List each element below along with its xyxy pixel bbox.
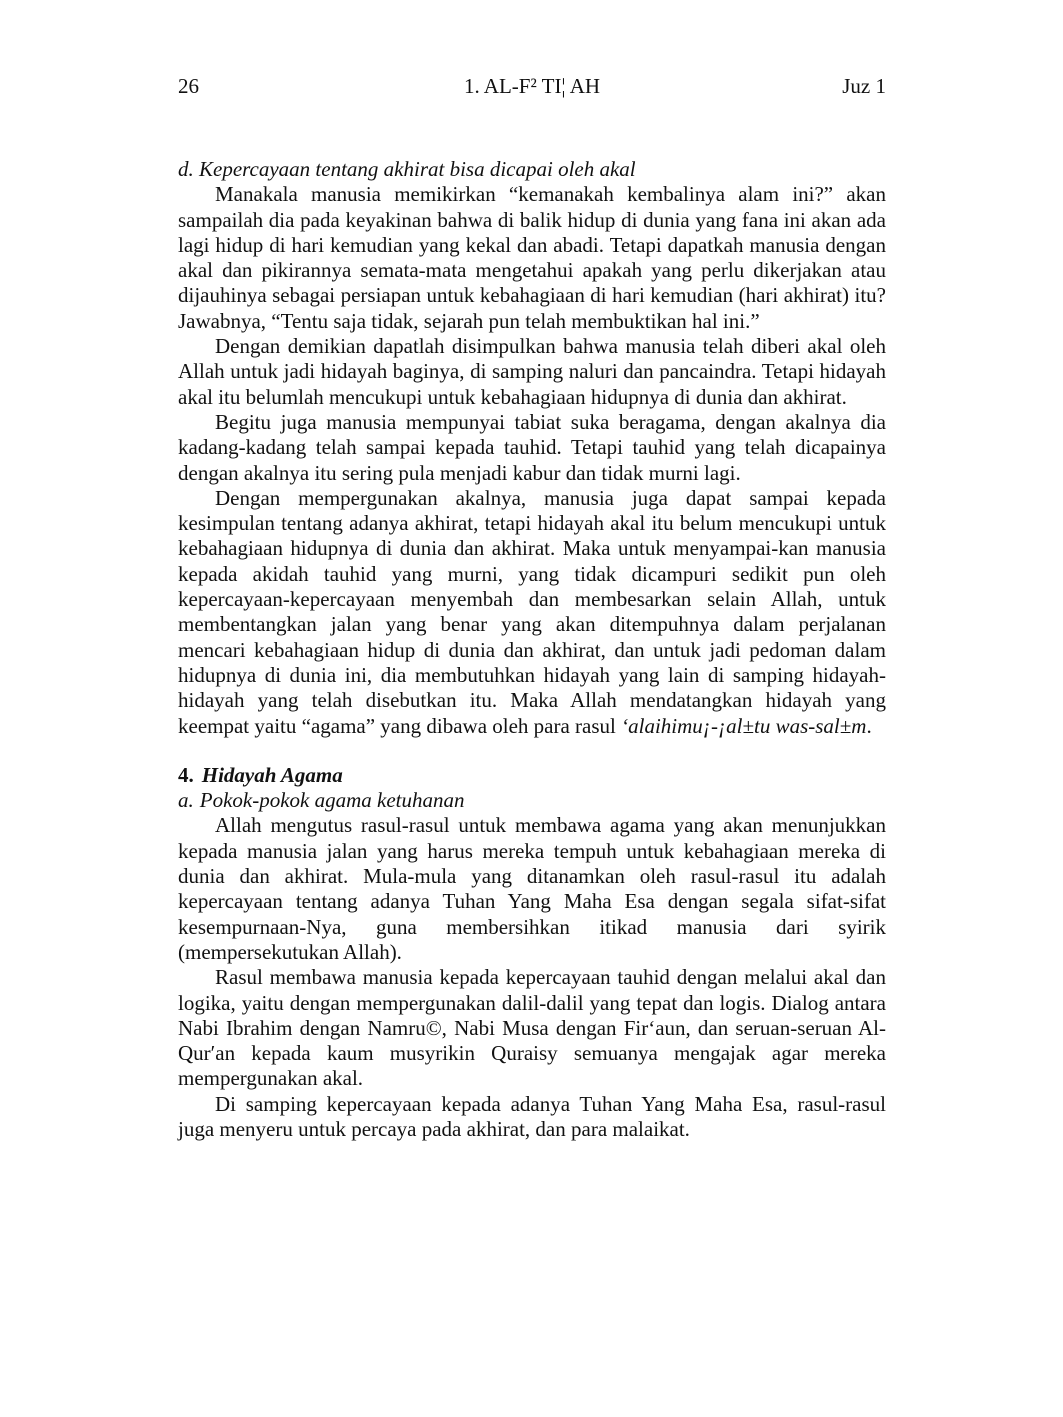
section-4-heading (178, 763, 886, 788)
page-body (178, 157, 886, 1142)
section-d-heading: d. Kepercayaan tentang akhirat bisa dicapai oleh akal (178, 157, 636, 181)
subsection-title: Pokok-pokok agama ketuhanan (199, 788, 465, 813)
juz-label: Juz 1 (842, 74, 886, 98)
running-title: 1. AL-F² TI¦ AH (463, 74, 601, 98)
paragraph-with-honorific (178, 486, 886, 739)
sentence-end: . (866, 713, 872, 738)
paragraph: Manakala manusia memikirkan “kemanakah kembalinya alam ini?” akan sampailah dia pada keyakinan bahwa di balik hidup di dunia yang fana ini akan ada lagi hidup di hari kemudian yang kekal dan abadi. Tetapi dapatkah manusia dengan akal dan pikirannya semata-mata mengetahui apakah yang perlu dikerjakan atau dijauhinya sebagai persiapan untuk kebahagiaan di hari kemudian (hari akhirat) itu? Jawabnya, “Tentu saja tidak, sejarah pun telah membuktikan hal ini.” (178, 182, 886, 333)
subsection-letter: a. (178, 788, 194, 813)
paragraph: Rasul membawa manusia kepada kepercayaan tauhid dengan melalui akal dan logika, yaitu dengan mempergunakan dalil-dalil yang tepat dan logis. Dialog antara Nabi Ibrahim dengan Namru©, Nabi Musa dengan Fir‘aun, dan seruan-seruan Al-Qur′an kepada kaum musyrikin Quraisy semuanya mengajak agar mereka mempergunakan akal. (178, 965, 886, 1091)
section-title: Hidayah Agama (201, 762, 343, 787)
paragraph-text: Dengan mempergunakan akalnya, manusia juga dapat sampai kepada kesimpulan tentang adanya akhirat, tetapi hidayah akal itu belum mencukupi untuk kebahagiaan hidupnya di dunia dan akhirat. Maka untuk menyampai-kan manusia kepada akidah tauhid yang murni, yang tidak dicampuri sedikit pun oleh kepercayaan-kepercayaan menyembah dan membesarkan selain Allah, untuk membentangkan jalan yang benar yang akan ditempuhnya dalam perjalanan mencari kebahagiaan hidup di dunia dan akhirat, dan untuk jadi pedoman dalam hidupnya di dunia ini, dia membutuhkan hidayah yang lain di samping hidayah-hidayah yang telah disebutkan itu. Maka Allah mendatangkan hidayah yang keempat yaitu “agama” yang dibawa oleh para rasul (178, 485, 886, 738)
paragraph: Dengan demikian dapatlah disimpulkan bahwa manusia telah diberi akal oleh Allah untuk jadi hidayah baginya, di samping naluri dan pancaindra. Tetapi hidayah akal itu belumlah mencukupi untuk kebahagiaan hidupnya di dunia dan akhirat. (178, 334, 886, 409)
honorific-phrase: ‘alaihimu¡-¡al±tu was-sal±m (621, 713, 867, 738)
page-number: 26 (178, 74, 199, 98)
subsection-a-heading (178, 788, 886, 813)
paragraph: Begitu juga manusia mempunyai tabiat suka beragama, dengan akalnya dia kadang-kadang telah sampai kepada tauhid. Tetapi tauhid yang telah dicapainya dengan akalnya itu sering pula menjadi kabur dan tidak murni lagi. (178, 409, 886, 485)
paragraph: Allah mengutus rasul-rasul untuk membawa agama yang akan menunjukkan kepada manusia jalan yang harus mereka tempuh untuk kebahagiaan mereka di dunia dan akhirat. Mula-mula yang ditanamkan oleh rasul-rasul itu adalah kepercayaan tentang adanya Tuhan Yang Maha Esa dengan segala sifat-sifat kesempurnaan-Nya, guna membersihkan itikad manusia dari syirik (mempersekutukan Allah). (178, 813, 886, 964)
paragraph: Di samping kepercayaan kepada adanya Tuhan Yang Maha Esa, rasul-rasul juga menyeru untuk percaya pada akhirat, dan para malaikat. (178, 1091, 886, 1141)
section-number: 4. (178, 762, 194, 787)
page-header (178, 70, 886, 102)
